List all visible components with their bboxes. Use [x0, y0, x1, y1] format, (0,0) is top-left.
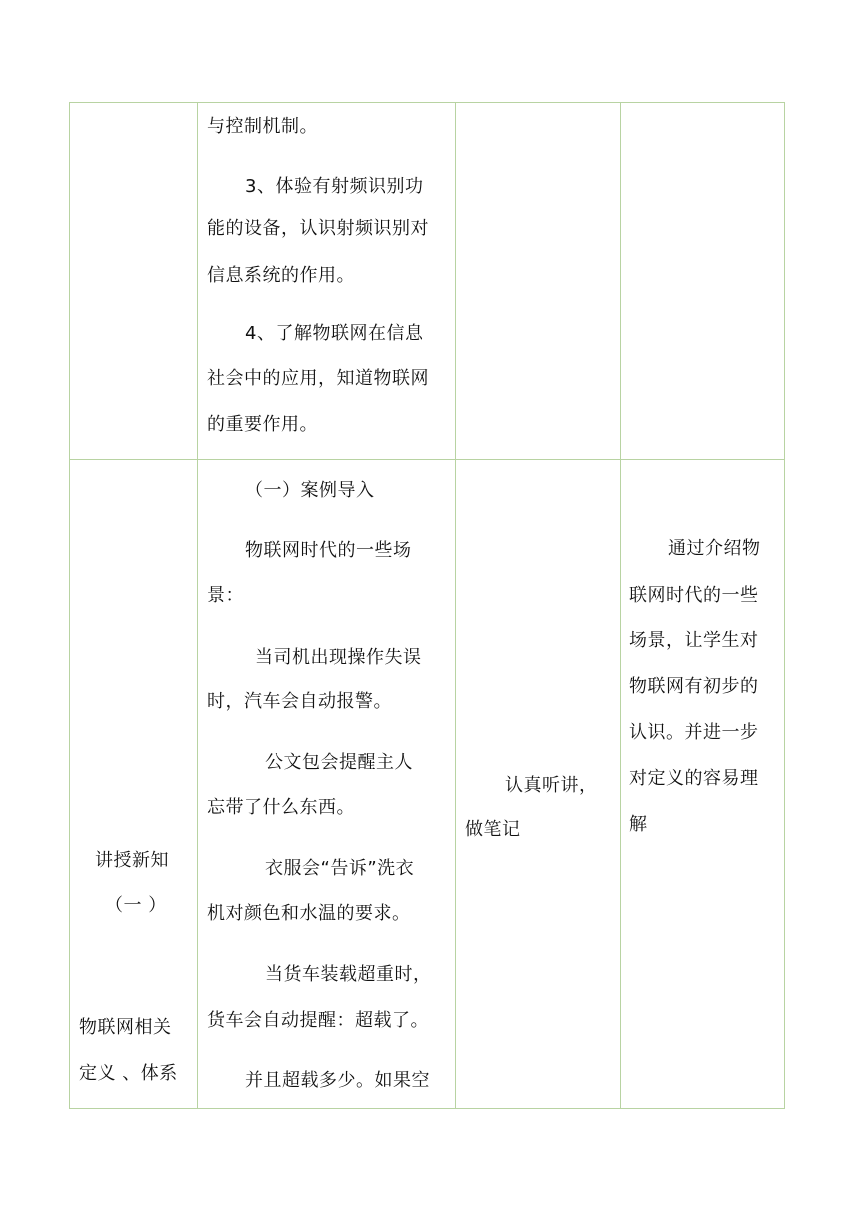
row2-col4-line: 对定义的容易理 — [629, 768, 759, 789]
row2-col2-line: 时，汽车会自动报警。 — [207, 691, 392, 712]
table-left-border — [69, 102, 70, 1109]
row2-col2-line: 并且超载多少。如果空 — [245, 1070, 430, 1091]
row1-col2-line: 社会中的应用，知道物联网 — [207, 368, 429, 389]
row2-col2-line: 货车会自动提醒：超载了。 — [207, 1010, 429, 1031]
row2-col3-line: 认真听讲， — [505, 775, 598, 796]
row2-col4-line: 联网时代的一些 — [629, 585, 759, 606]
row1-col2-line: 3、体验有射频识别功 — [245, 176, 424, 197]
row1-col2-line: 信息系统的作用。 — [207, 265, 355, 286]
row1-col2-line: 的重要作用。 — [207, 414, 318, 435]
row2-col2-line: 忘带了什么东西。 — [207, 797, 355, 818]
row2-col2-line: 景： — [207, 585, 244, 606]
table-col-divider-2 — [455, 102, 456, 1109]
row1-col2-line: 与控制机制。 — [207, 116, 318, 137]
table-row-divider — [69, 459, 785, 460]
row2-col2-line: 物联网时代的一些场 — [245, 540, 412, 561]
row2-col4-line: 认识。并进一步 — [629, 722, 759, 743]
row2-col1-line: 物联网相关 — [79, 1017, 172, 1038]
row2-col2-line: （一）案例导入 — [245, 480, 375, 501]
row2-col4-line: 物联网有初步的 — [629, 676, 759, 697]
row2-col2-line: 当货车装载超重时， — [265, 964, 432, 985]
row2-col4-line: 场景，让学生对 — [629, 630, 759, 651]
row2-col4-line: 通过介绍物 — [668, 538, 761, 559]
row2-col1-line: 定义 、体系 — [79, 1063, 178, 1084]
table-col-divider-3 — [620, 102, 621, 1109]
row1-col2-line: 能的设备，认识射频识别对 — [207, 218, 429, 239]
table-bottom-border — [69, 1108, 785, 1109]
row2-col2-line: 公文包会提醒主人 — [265, 752, 413, 773]
row2-col1-line: 讲授新知 — [95, 850, 169, 871]
row1-col2-line: 4、了解物联网在信息 — [245, 323, 424, 344]
row2-col2-line: 衣服会“告诉”洗衣 — [265, 858, 415, 879]
table-top-border — [69, 102, 785, 103]
row2-col2-line: 机对颜色和水温的要求。 — [207, 903, 411, 924]
row2-col3-line: 做笔记 — [465, 819, 521, 840]
row2-col2-line: 当司机出现操作失误 — [255, 647, 422, 668]
table-right-border — [784, 102, 785, 1109]
row2-col1-line: （一 ） — [105, 895, 167, 916]
row2-col4-line: 解 — [629, 814, 648, 835]
table-col-divider-1 — [197, 102, 198, 1109]
